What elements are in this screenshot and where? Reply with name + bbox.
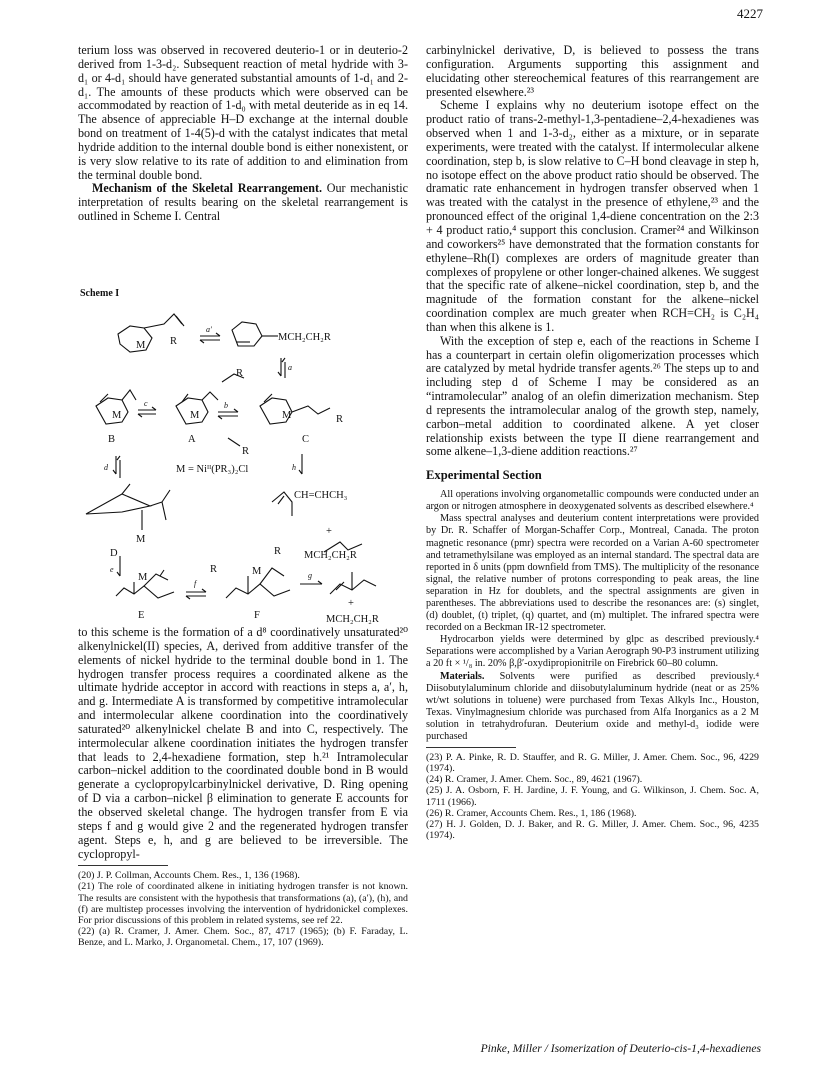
scheme-label-R-f: R (210, 564, 218, 575)
scheme-diagram (78, 306, 408, 626)
scheme-step-a-prime: a′ (206, 325, 212, 334)
scheme-label-mch2ch2r-mid: MCH₂CH₂R (304, 550, 357, 561)
exp-paragraph-operations: All operations involving organometallic compounds were conducted under an argon or nitrogen atmosphere in deoxygenated solvents as described elsewhere.⁴ (426, 489, 759, 513)
footnote-27: (27) H. J. Golden, D. J. Baker, and R. G. Miller, J. Amer. Chem. Soc., 96, 4235 (1974). (426, 818, 759, 841)
scheme-plus-1: + (326, 526, 332, 537)
paragraph-scheme-discussion: to this scheme is the formation of a d⁸ coordinatively unsaturated²⁰ alkenylnickel(II) species, A, derived from additive transfer of the elements of nickel hydride to the terminal double bond in 1. The hydrogen transfer process requires a coordinated alkene as the ultimate hydride acceptor in accord with reactions in steps a, a′, h, and g. Intermediate A is transformed by competitive intramolecular and intermolecular alkene coordination into the coordinatively saturated²⁰ alkenylnickel chelate B and into C, respectively. The intermolecular alkene coordination initiates the hydrogen transfer that leads to 2,4-hexadiene formation, step h.²¹ Intramolecular carbon–nickel addition to the coordinated double bond in B would generate a cyclopropylcarbinylnickel derivative, D. Ring opening of D via a carbon–nickel β elimination to generate E accounts for the observed skeletal change. The hydrogen transfer from E via steps f and g would give 2 and the regenerated hydrogen transfer agent. Steps e, h, and g are believed to be irreversible. The cyclopropyl- (78, 625, 408, 861)
materials-heading: Materials. (440, 670, 485, 682)
footnote-25: (25) J. A. Osborn, F. H. Jardine, J. F. Young, and G. Wilkinson, J. Chem. Soc. A, 1711 (1966). (426, 785, 759, 808)
scheme-step-h: h (292, 463, 296, 472)
scheme-label-B: B (108, 434, 116, 445)
scheme-label-F: F (254, 610, 260, 621)
footnotes-right (426, 752, 759, 841)
scheme-label-R-mid: R (274, 546, 282, 557)
scheme-label-E: E (138, 610, 145, 621)
scheme-step-e: e (110, 565, 114, 574)
scheme-label-C: C (302, 434, 310, 445)
scheme-figure (78, 288, 408, 625)
scheme-label-R-bottom: R (242, 446, 250, 457)
footnote-20: (20) J. P. Collman, Accounts Chem. Res., 1, 136 (1968). (78, 870, 300, 882)
scheme-label-M-f: M (252, 566, 262, 577)
footnote-rule-right (426, 747, 516, 748)
scheme-label-R-top: R (236, 368, 244, 379)
paragraph-deuterium-loss: terium loss was observed in recovered deuterio-1 or in deuterio-2 derived from 1-3-d₂. Subsequent reaction of metal hydride with 3-d₁ or 4-d₁ should have generated substantial amounts of 1-d₁ and 2-d₁. The amounts of these products which were observed can be accommodated by reaction of 1-d₀ with metal deuteride as in eq 14. The absence of appreciable H–D exchange at the internal double bond on treatment of 1-4(5)-d with the catalyst indicates that metal hydride addition to the internal double bond is either nonexistent, or is very slow relative to its rate of addition to and elimination from the terminal double bond. (78, 43, 408, 182)
scheme-label-mch2ch2r-top: MCH₂CH₂R (278, 332, 331, 343)
scheme-label-A: A (188, 434, 196, 445)
footnote-24: (24) R. Cramer, J. Amer. Chem. Soc., 89, 4621 (1967). (426, 774, 643, 786)
footnote-26: (26) R. Cramer, Accounts Chem. Res., 1, 186 (1968). (426, 807, 637, 819)
scheme-step-g: g (308, 571, 312, 580)
scheme-label-M: M (136, 340, 146, 351)
scheme-step-b: b (224, 401, 228, 410)
scheme-label-R-c: R (336, 414, 344, 425)
scheme-step-a: a (288, 363, 292, 372)
scheme-label-M-a: M (190, 410, 200, 421)
scheme-label-D: D (110, 548, 118, 559)
left-column-bottom (78, 626, 408, 948)
mechanism-heading: Mechanism of the Skeletal Rearrangement. (92, 181, 323, 196)
scheme-step-c: c (144, 399, 148, 408)
scheme-step-d: d (104, 463, 108, 472)
exp-paragraph-materials (426, 671, 759, 744)
scheme-step-f: f (194, 579, 197, 588)
exp-paragraph-yields: Hydrocarbon yields were determined by glpc as described previously.⁴ Separations were accomplished by a Varian Aerograph 90-P3 instrument utilizing a 20 ft × ¹/₈ in. 20% β,β′-oxydipropionitrile on Firebrick 60–80 column. (426, 634, 759, 670)
materials-text: Solvents were purified as described previously.⁴ Diisobutylaluminum chloride and diisobutylaluminum hydride (neat or as 25% wt/wt solutions in toluene) were purchased from Texas Alkyls Inc., Houston, Texas. Vinylmagnesium chloride was purchased from Alfa Inorganics as a 2 M solution in tetrahydrofuran. Deuterium oxide and methyl-d₃ iodide were purchased (426, 670, 759, 743)
footnote-22: (22) (a) R. Cramer, J. Amer. Chem. Soc., 87, 4717 (1965); (b) F. Faraday, L. Benze, and L. Marko, J. Organometal. Chem., 17, 107 (1969). (78, 925, 408, 948)
scheme-label-ch-chch3: CH=CHCH₃ (294, 490, 348, 501)
paragraph-isotope-effect: Scheme I explains why no deuterium isotope effect on the product ratio of trans-2-methyl-1,3-pentadiene–2,4-hexadienes was observed when 1 and 1-3-d₂, either as a mixture, or in separate experiments, were treated with the catalyst. If intermolecular alkene coordination, step b, is slow relative to C–H bond cleavage in step h, no isotope effect on the above product ratio should be observed. The dramatic rate enhancement in hydrogen transfer observed when 1 was treated with the catalyst in the presence of ethylene,²³ and the pronounced effect of the original 1,4-diene concentration on the 2:3 + 4 product ratio,⁴ support this conclusion. Cramer²⁴ and Wilkinson and coworkers²⁵ have demonstrated that the formation constants for ethylene–Rh(I) complexes are orders of magnitude greater than complexes of propylene or other longer-chained alkenes. We suggest that the specific rate of alkene–nickel coordination, step b, and the magnitude of the formation constant for the alkene–nickel coordination complex are much greater when RCH=CH₂ is C₂H₄ than when this alkene is 1. (426, 98, 759, 334)
scheme-label-mch2ch2r-bottom: MCH₂CH₂R (326, 614, 379, 625)
scheme-label-M-c: M (282, 410, 292, 421)
scheme-metal-definition: M = Niᴵᴵ(PR₃)₂Cl (176, 464, 249, 475)
footnote-23: (23) P. A. Pinke, R. D. Stauffer, and R. G. Miller, J. Amer. Chem. Soc., 96, 4229 (1974). (426, 752, 759, 775)
left-column-top (78, 44, 408, 224)
footnotes-left (78, 870, 408, 948)
scheme-label-M-e: M (138, 572, 148, 583)
scheme-label-M-b: M (112, 410, 122, 421)
paragraph-trans-configuration: carbinylnickel derivative, D, is believed to possess the trans configuration. Arguments supporting this assignment and elucidating other stereochemical features of this rearrangement are presented elsewhere.²³ (426, 43, 759, 99)
paragraph-oligomerization: With the exception of step e, each of the reactions in Scheme I has a counterpart in certain olefin oligomerization processes which are catalyzed by metal hydride transfer agents.²⁶ The steps up to and including step d of Scheme I may be considered as an “intramolecular” analog of an olefin dimerization mechanism. Step d represents the intramolecular analog of the growth step, namely, carbon–metal addition to coordinated alkene. A yet closer relationship exists between the type II diene rearrangement and some alkene–1,3-diene addition reactions.²⁷ (426, 333, 759, 459)
mechanism-text: Our mechanistic interpretation of results bearing on the skeletal rearrangement is outlined in Scheme I. Central (78, 181, 408, 224)
footnote-21: (21) The role of coordinated alkene in initiating hydrogen transfer is not known. The results are consistent with the hypothesis that transformations (a), (a′), (h), and (f) are multistep processes involving the intervention of hydridonickel complexes. For prior discussions of this problem in related systems, see ref 22. (78, 881, 408, 926)
exp-paragraph-spectra: Mass spectral analyses and deuterium content interpretations were provided by Dr. R. Schaffer of Morgan-Schaffer Corp., Montreal, Canada. The proton magnetic resonance (pmr) spectra were recorded on a Varian A-60 spectrometer and tetramethylsilane was employed as an internal standard. The spectral data are reported in δ units (ppm downfield from TMS). The multiplicity of the resonance signal, the relative number of protons corresponding to peak areas, the line separation in Hz for doublets, and the spectral assignments are given in parentheses. The abbreviations used to describe the resonances are: (s) singlet, (d) doublet, (t) triplet, (q) quartet, and (m) multiplet. The infrared spectra were recorded on a Beckman IR-12 spectrometer. (426, 513, 759, 634)
footnote-rule-left (78, 865, 168, 866)
experimental-heading: Experimental Section (426, 468, 542, 483)
right-column (426, 44, 759, 841)
running-footer: Pinke, Miller / Isomerization of Deuterio-cis-1,4-hexadienes (480, 1042, 761, 1055)
scheme-label-R: R (170, 336, 178, 347)
page-number: 4227 (737, 6, 763, 21)
scheme-label-M-d: M (136, 534, 146, 545)
scheme-label: Scheme I (80, 288, 120, 299)
scheme-plus-2: + (348, 598, 354, 609)
paragraph-mechanism (78, 182, 408, 224)
